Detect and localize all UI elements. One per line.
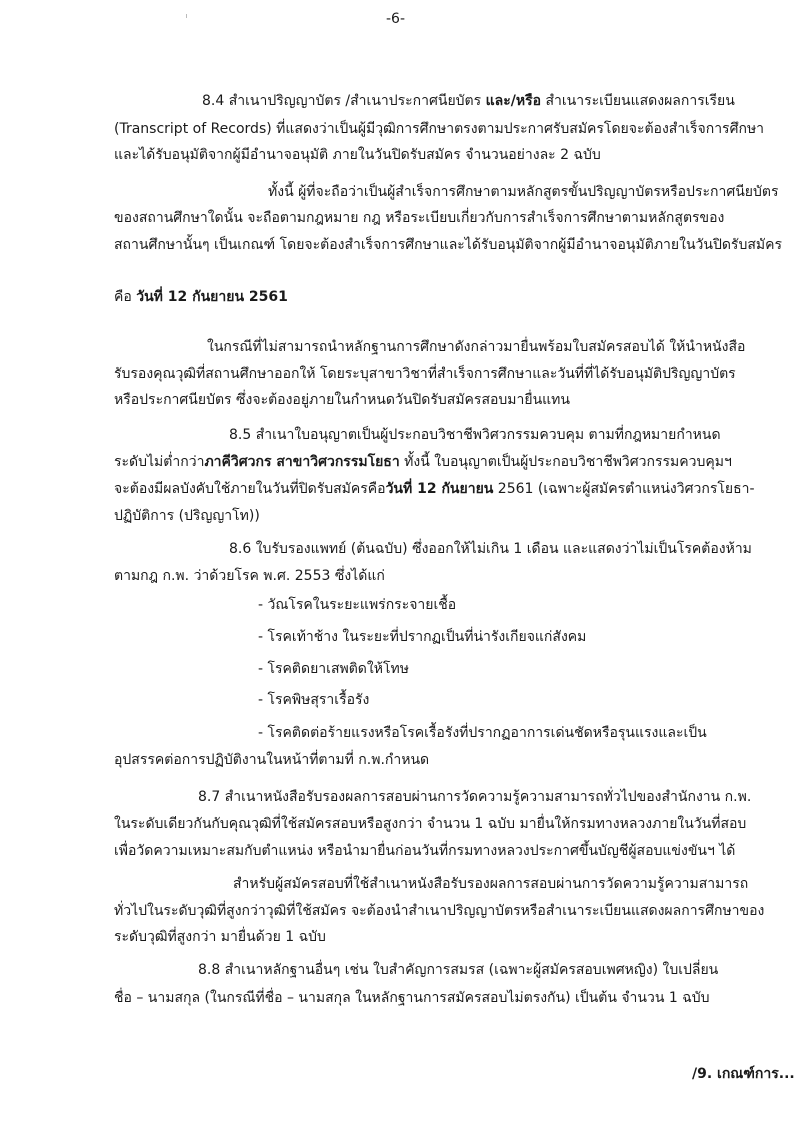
text-segment: และได้รับอนุมัติจากผู้มีอำนาจอนุมัติ ภายในวันปิดรับสมัคร จำนวนอย่างละ 2 ฉบับ: [114, 147, 601, 163]
text-segment: - โรคเท้าช้าง ในระยะที่ปรากฏเป็นที่น่ารังเกียจแก่สังคม: [258, 629, 587, 645]
text-line: [258, 596, 456, 614]
text-segment: - วัณโรคในระยะแพร่กระจายเชื้อ: [258, 597, 457, 613]
text-line: [114, 391, 570, 409]
text-segment: ของสถานศึกษาใดนั้น จะถือตามกฎหมาย กฎ หรือระเบียบเกี่ยวกับการสำเร็จการศึกษาตามหลักสูตรของ: [114, 210, 725, 226]
text-line: [258, 628, 586, 646]
text-segment: 8.7 สำเนาหนังสือรับรองผลการสอบผ่านการวัดความรู้ความสามารถทั่วไปของสำนักงาน ก.พ.: [198, 789, 752, 805]
text-segment: ชื่อ – นามสกุล (ในกรณีที่ชื่อ – นามสกุล ในหลักฐานการสมัครสอบไม่ตรงกัน) เป็นต้น จำนวน 1 ฉบับ: [114, 990, 710, 1006]
text-line: [198, 788, 751, 806]
text-segment: สำหรับผู้สมัครสอบที่ใช้สำเนาหนังสือรับรองผลการสอบผ่านการวัดความรู้ความสามารถ: [233, 876, 749, 892]
text-segment: ตามกฎ ก.พ. ว่าด้วยโรค พ.ศ. 2553 ซึ่งได้แก่: [114, 568, 385, 584]
text-segment: - โรคพิษสุราเรื้อรัง: [258, 692, 370, 708]
text-segment: ทั่วไปในระดับวุฒิที่สูงกว่าวุฒิที่ใช้สมัคร จะต้องนำสำเนาปริญญาบัตรหรือสำเนาระเบียนแสดงผลการศึกษาของ: [114, 903, 765, 919]
text-line: [258, 660, 409, 678]
text-segment: - โรคติดต่อร้ายแรงหรือโรคเรื้อรังที่ปรากฏอาการเด่นชัดหรือรุนแรงและเป็น: [258, 725, 707, 741]
text-line: [692, 1065, 795, 1083]
text-line: [258, 691, 369, 709]
text-segment: คือ: [114, 289, 137, 305]
bold-text: ภาคีวิศวกร สาขาวิศวกรรมโยธา: [204, 454, 400, 470]
text-segment: (Transcript of Records) ที่แสดงว่าเป็นผู้มีวุฒิการศึกษาตรงตามประกาศรับสมัครโดยจะต้องสำเร็จการศึกษา: [114, 121, 765, 137]
text-segment: 8.8 สำเนาหลักฐานอื่นๆ เช่น ใบสำคัญการสมรส (เฉพาะผู้สมัครสอบเพศหญิง) ใบเปลี่ยน: [198, 962, 719, 978]
text-line: [114, 989, 710, 1007]
text-segment: ระดับไม่ต่ำกว่า: [114, 454, 205, 470]
text-segment: รับรองคุณวุฒิที่สถานศึกษาออกให้ โดยระบุสาขาวิชาที่สำเร็จการศึกษาและวันที่ที่ได้รับอนุมัติปริญญาบัตร: [114, 366, 736, 382]
text-line: [114, 120, 764, 138]
text-segment: จะต้องมีผลบังคับใช้ภายในวันที่ปิดรับสมัครคือ: [114, 481, 386, 497]
text-segment: 8.6 ใบรับรองแพทย์ (ต้นฉบับ) ซึ่งออกให้ไม่เกิน 1 เดือน และแสดงว่าไม่เป็นโรคต้องห้าม: [229, 541, 752, 557]
bold-text: และ/หรือ: [485, 93, 542, 109]
text-segment: เพื่อวัดความเหมาะสมกับตำแหน่ง หรือนำมายื่นก่อนวันที่กรมทางหลวงประกาศขึ้นบัญชีผู้สอบแข่งขันฯ ได้: [114, 843, 736, 859]
text-line: [202, 92, 735, 110]
bold-text: วันที่ 12 กันยายน 2561: [136, 289, 288, 305]
text-segment: ในระดับเดียวกันกับคุณวุฒิที่ใช้สมัครสอบหรือสูงกว่า จำนวน 1 ฉบับ มายื่นให้กรมทางหลวงภายในวันที่สอบ: [114, 816, 747, 832]
text-line: [207, 338, 745, 356]
text-line: [229, 540, 752, 558]
text-segment: 8.5 สำเนาใบอนุญาตเป็นผู้ประกอบวิชาชีพวิศวกรรมควบคุม ตามที่กฎหมายกำหนด: [229, 427, 721, 443]
text-line: [114, 928, 326, 946]
text-line: [229, 426, 721, 444]
bold-text: /9. เกณฑ์การ...: [692, 1066, 795, 1082]
text-segment: หรือประกาศนียบัตร ซึ่งจะต้องอยู่ภายในกำหนดวันปิดรับสมัครสอบมายื่นแทน: [114, 392, 570, 408]
text-line: [114, 288, 288, 306]
text-line: [114, 365, 736, 383]
text-line: [233, 875, 748, 893]
text-segment: ระดับวุฒิที่สูงกว่า มายื่นด้วย 1 ฉบับ: [114, 929, 326, 945]
text-line: [114, 146, 601, 164]
text-line: [258, 724, 707, 742]
text-line: [114, 751, 429, 769]
text-segment: 8.4 สำเนาปริญญาบัตร /สำเนาประกาศนียบัตร: [202, 93, 486, 109]
text-line: [114, 567, 385, 585]
text-line: [114, 209, 724, 227]
text-segment: ทั้งนี้ ผู้ที่จะถือว่าเป็นผู้สำเร็จการศึกษาตามหลักสูตรขั้นปริญญาบัตรหรือประกาศนียบัตร: [268, 184, 779, 200]
text-line: [114, 480, 755, 498]
text-line: [114, 453, 732, 471]
text-line: [114, 815, 746, 833]
text-segment: สำเนาระเบียนแสดงผลการเรียน: [541, 93, 735, 109]
page-number: -6-: [386, 11, 406, 27]
text-line: [268, 183, 778, 201]
text-segment: ปฏิบัติการ (ปริญญาโท)): [114, 508, 260, 524]
text-segment: - โรคติดยาเสพติดให้โทษ: [258, 661, 409, 677]
text-line: [114, 902, 764, 920]
text-line: [114, 507, 260, 525]
text-line: [114, 842, 735, 860]
text-segment: อุปสรรคต่อการปฏิบัติงานในหน้าที่ตามที่ ก.พ.กำหนด: [114, 752, 430, 768]
bold-text: วันที่ 12 กันยายน: [385, 481, 494, 497]
text-segment: ในกรณีที่ไม่สามารถนำหลักฐานการศึกษาดังกล่าวมายื่นพร้อมใบสมัครสอบได้ ให้นำหนังสือ: [207, 339, 746, 355]
text-segment: ทั้งนี้ ใบอนุญาตเป็นผู้ประกอบวิชาชีพวิศวกรรมควบคุมฯ: [399, 454, 732, 470]
text-line: [114, 236, 782, 254]
text-line: [198, 961, 718, 979]
scan-mark: [186, 14, 187, 18]
text-segment: 2561 (เฉพาะผู้สมัครตำแหน่งวิศวกรโยธา-: [493, 481, 755, 497]
text-segment: สถานศึกษานั้นๆ เป็นเกณฑ์ โดยจะต้องสำเร็จการศึกษาและได้รับอนุมัติจากผู้มีอำนาจอนุมัติภายในวันปิดรับสมัคร: [114, 237, 782, 253]
